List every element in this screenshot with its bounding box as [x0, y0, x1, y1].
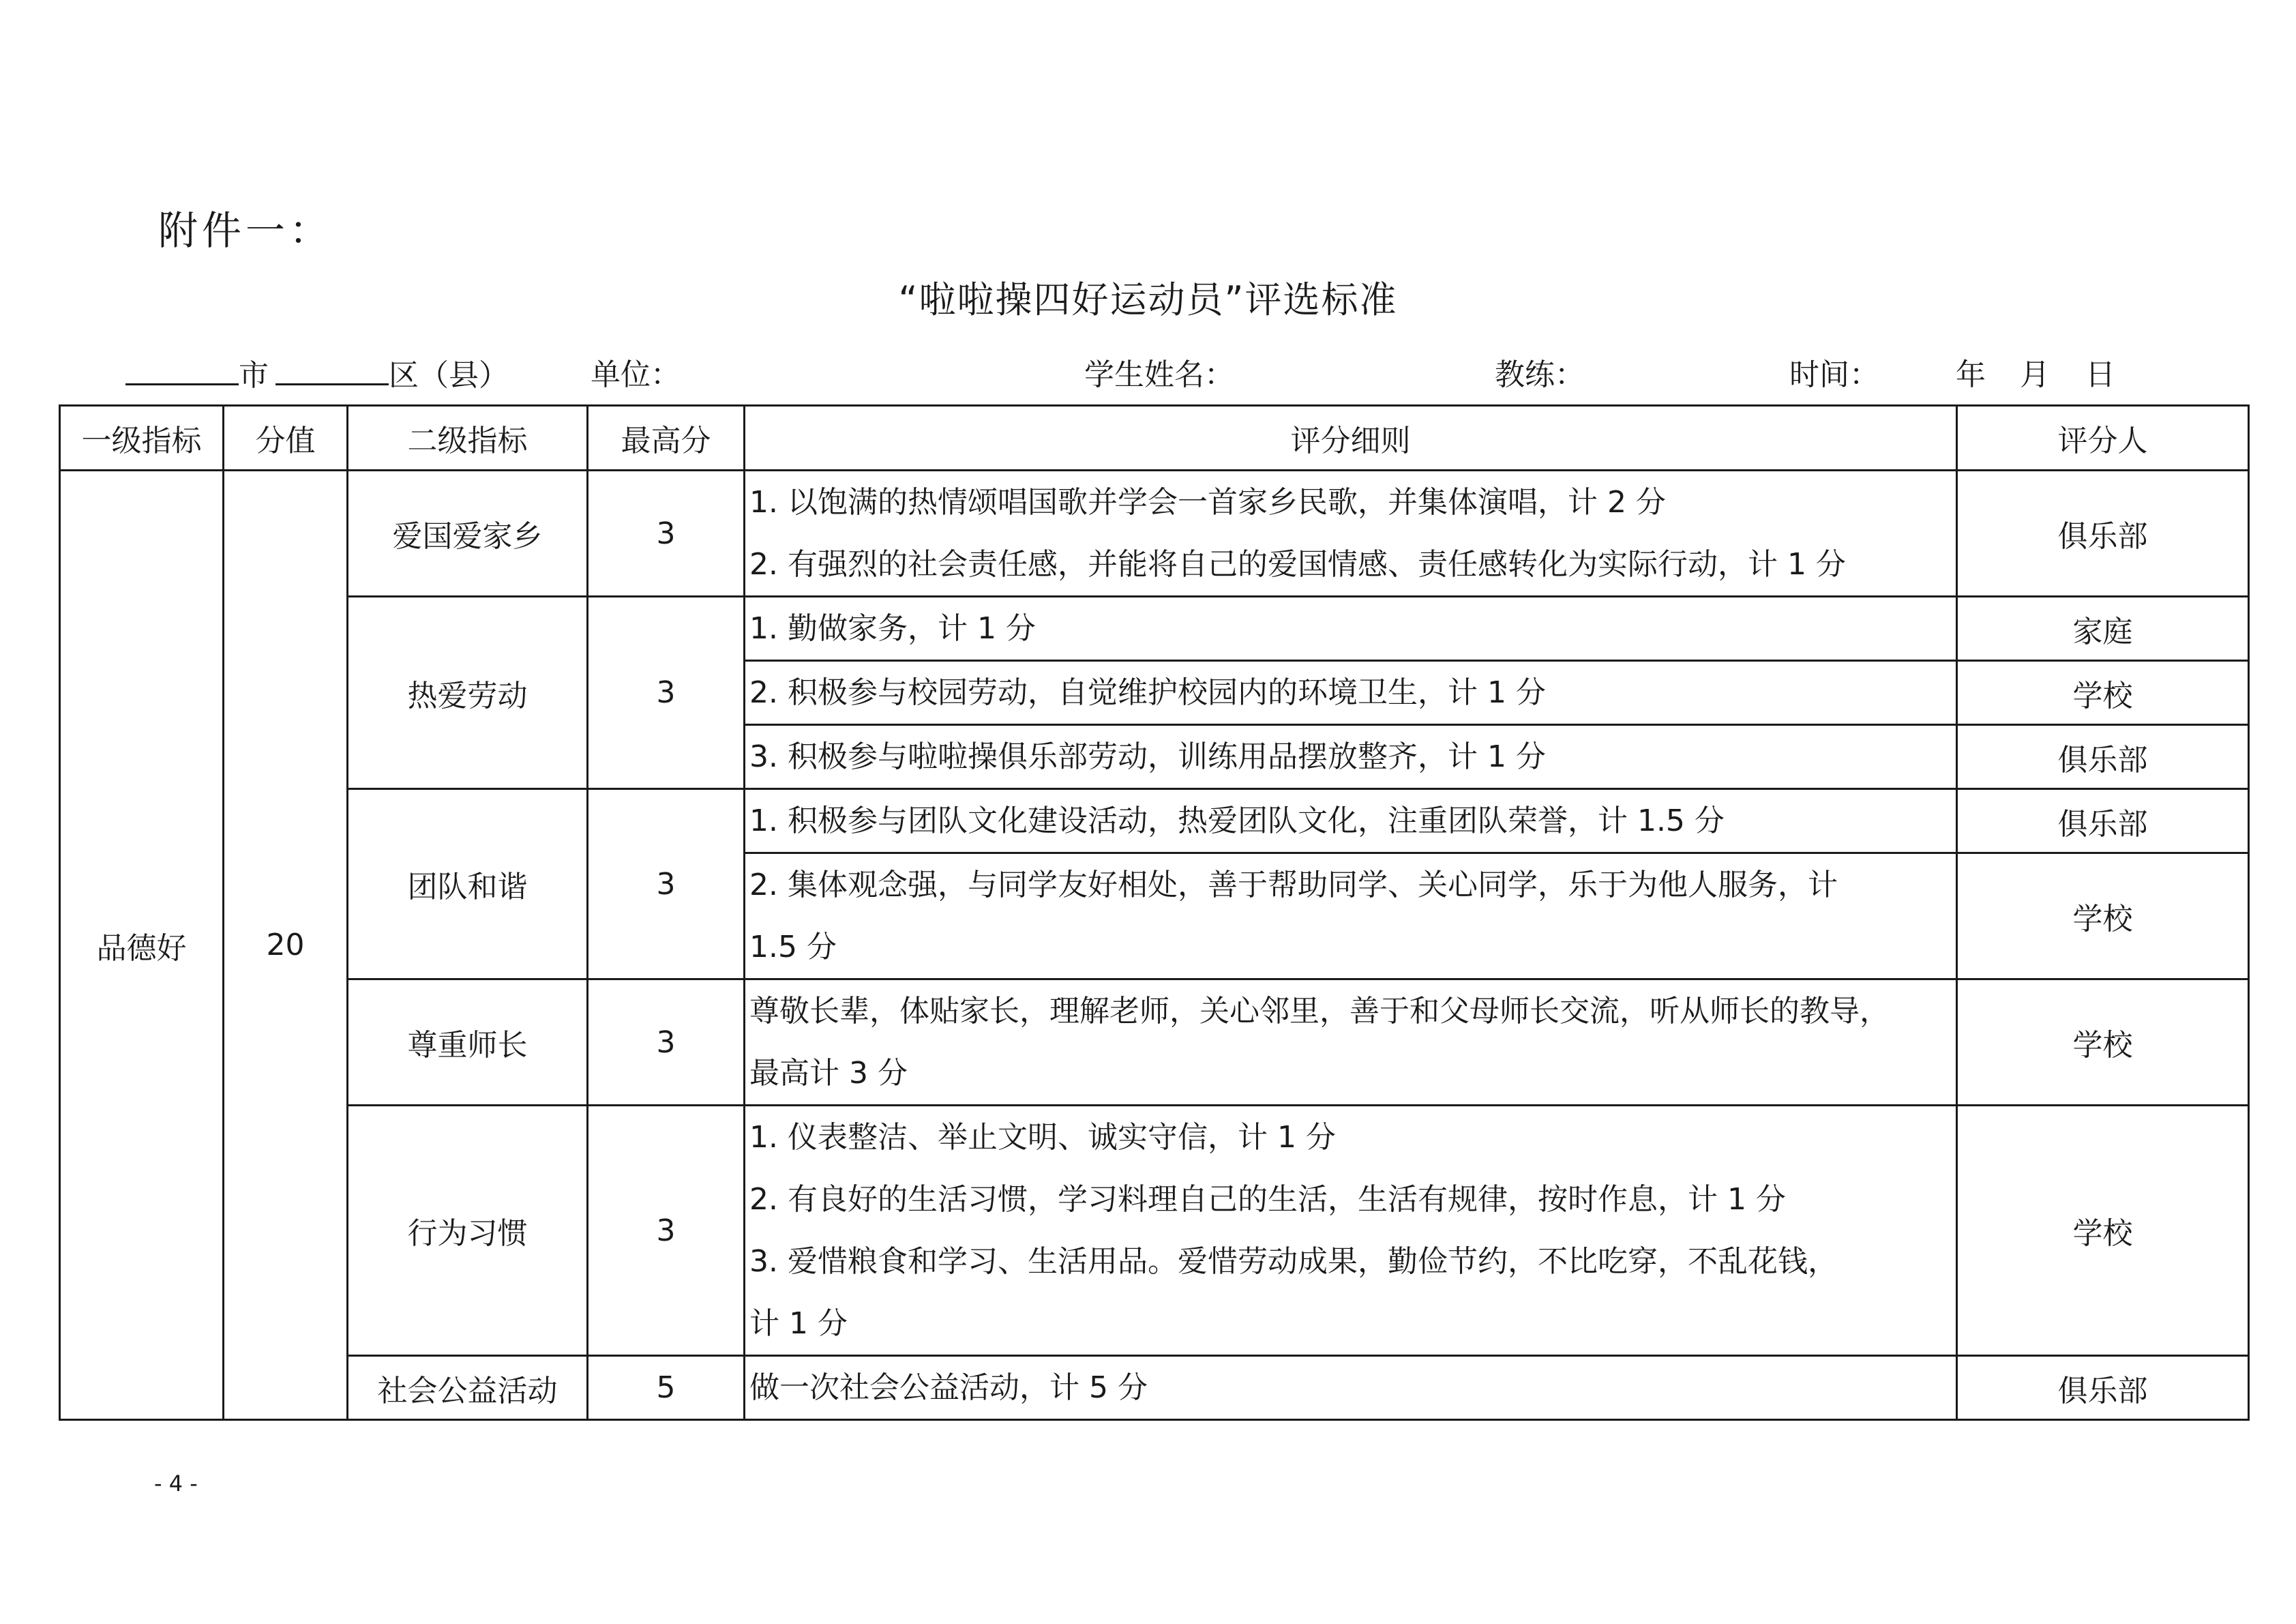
student-name-label: 学生姓名： — [1084, 357, 1234, 392]
year-label: 年 — [1956, 357, 1986, 392]
detail-cell — [745, 789, 1957, 853]
month-label: 月 — [2020, 357, 2050, 392]
header-level1: 一级指标 — [60, 406, 224, 471]
document-title: “啦啦操四好运动员”评选标准 — [898, 278, 1398, 321]
header-level2: 二级指标 — [348, 406, 588, 471]
table-row — [60, 1356, 2249, 1420]
level2-cell: 社会公益活动 — [348, 1356, 588, 1420]
rater-cell: 学校 — [1957, 979, 2249, 1106]
max-cell: 3 — [588, 789, 745, 979]
max-cell: 5 — [588, 1356, 745, 1420]
city-label: 市 — [239, 358, 269, 393]
level2-cell: 团队和谐 — [348, 789, 588, 979]
detail-cell — [745, 661, 1957, 725]
district-field — [275, 348, 509, 402]
detail-cell — [745, 471, 1957, 597]
detail-line: 2. 有强烈的社会责任感，并能将自己的爱国情感、责任感转化为实际行动，计 1 分 — [749, 547, 1846, 582]
rater-cell: 学校 — [1957, 1106, 2249, 1356]
level2-cell: 行为习惯 — [348, 1106, 588, 1356]
detail-line: 最高计 3 分 — [749, 1056, 908, 1091]
level2-cell: 爱国爱家乡 — [348, 471, 588, 597]
detail-cell — [745, 597, 1957, 661]
rater-cell: 俱乐部 — [1957, 789, 2249, 853]
header-detail: 评分细则 — [745, 406, 1957, 471]
attachment-label: 附件一： — [158, 207, 333, 254]
district-label: 区（县） — [389, 358, 509, 393]
rater-cell: 俱乐部 — [1957, 471, 2249, 597]
header-score: 分值 — [224, 406, 348, 471]
header-row — [60, 406, 2249, 471]
rater-cell: 学校 — [1957, 853, 2249, 979]
day-label: 日 — [2085, 357, 2115, 392]
page-number: - 4 - — [154, 1471, 198, 1496]
unit-label: 单位： — [591, 357, 681, 392]
table-row — [60, 597, 2249, 661]
max-cell: 3 — [588, 471, 745, 597]
detail-line: 2. 积极参与校园劳动，自觉维护校园内的环境卫生，计 1 分 — [749, 675, 1546, 710]
score-cell: 20 — [224, 471, 348, 1420]
detail-line: 3. 积极参与啦啦操俱乐部劳动，训练用品摆放整齐，计 1 分 — [749, 739, 1546, 774]
city-field — [125, 348, 269, 402]
detail-line: 3. 爱惜粮食和学习、生活用品。爱惜劳动成果，勤俭节约，不比吃穿，不乱花钱， — [749, 1244, 1838, 1279]
header-rater: 评分人 — [1957, 406, 2249, 471]
level1-cell: 品德好 — [60, 471, 224, 1420]
detail-cell — [745, 853, 1957, 979]
detail-cell — [745, 725, 1957, 789]
detail-line: 1. 勤做家务，计 1 分 — [749, 611, 1036, 646]
city-blank — [125, 348, 239, 385]
level2-cell: 热爱劳动 — [348, 597, 588, 789]
detail-line: 1. 仪表整洁、举止文明、诚实守信，计 1 分 — [749, 1120, 1336, 1155]
level2-cell: 尊重师长 — [348, 979, 588, 1106]
detail-line: 2. 有良好的生活习惯，学习料理自己的生活，生活有规律，按时作息，计 1 分 — [749, 1182, 1786, 1217]
detail-line: 1. 积极参与团队文化建设活动，热爱团队文化，注重团队荣誉，计 1.5 分 — [749, 803, 1725, 838]
criteria-table — [59, 404, 2250, 1421]
table-row — [60, 979, 2249, 1106]
table-row — [60, 1106, 2249, 1356]
detail-line: 2. 集体观念强，与同学友好相处，善于帮助同学、关心同学，乐于为他人服务，计 — [749, 868, 1838, 902]
rater-cell: 俱乐部 — [1957, 725, 2249, 789]
rater-cell: 俱乐部 — [1957, 1356, 2249, 1420]
rater-cell: 家庭 — [1957, 597, 2249, 661]
table-row — [60, 471, 2249, 597]
detail-line: 尊敬长辈，体贴家长，理解老师，关心邻里，善于和父母师长交流，听从师长的教导， — [749, 994, 1890, 1029]
detail-cell — [745, 1106, 1957, 1356]
detail-line: 计 1 分 — [749, 1306, 848, 1341]
coach-label: 教练： — [1495, 357, 1585, 392]
max-cell: 3 — [588, 1106, 745, 1356]
header-max: 最高分 — [588, 406, 745, 471]
detail-cell — [745, 1356, 1957, 1420]
detail-cell — [745, 979, 1957, 1106]
table-row — [60, 789, 2249, 853]
district-blank — [275, 348, 389, 385]
max-cell: 3 — [588, 979, 745, 1106]
rater-cell: 学校 — [1957, 661, 2249, 725]
detail-line: 做一次社会公益活动，计 5 分 — [749, 1370, 1148, 1405]
detail-line: 1.5 分 — [749, 930, 837, 964]
detail-line: 1. 以饱满的热情颂唱国歌并学会一首家乡民歌，并集体演唱，计 2 分 — [749, 485, 1666, 520]
max-cell: 3 — [588, 597, 745, 789]
time-label: 时间： — [1789, 357, 1879, 392]
